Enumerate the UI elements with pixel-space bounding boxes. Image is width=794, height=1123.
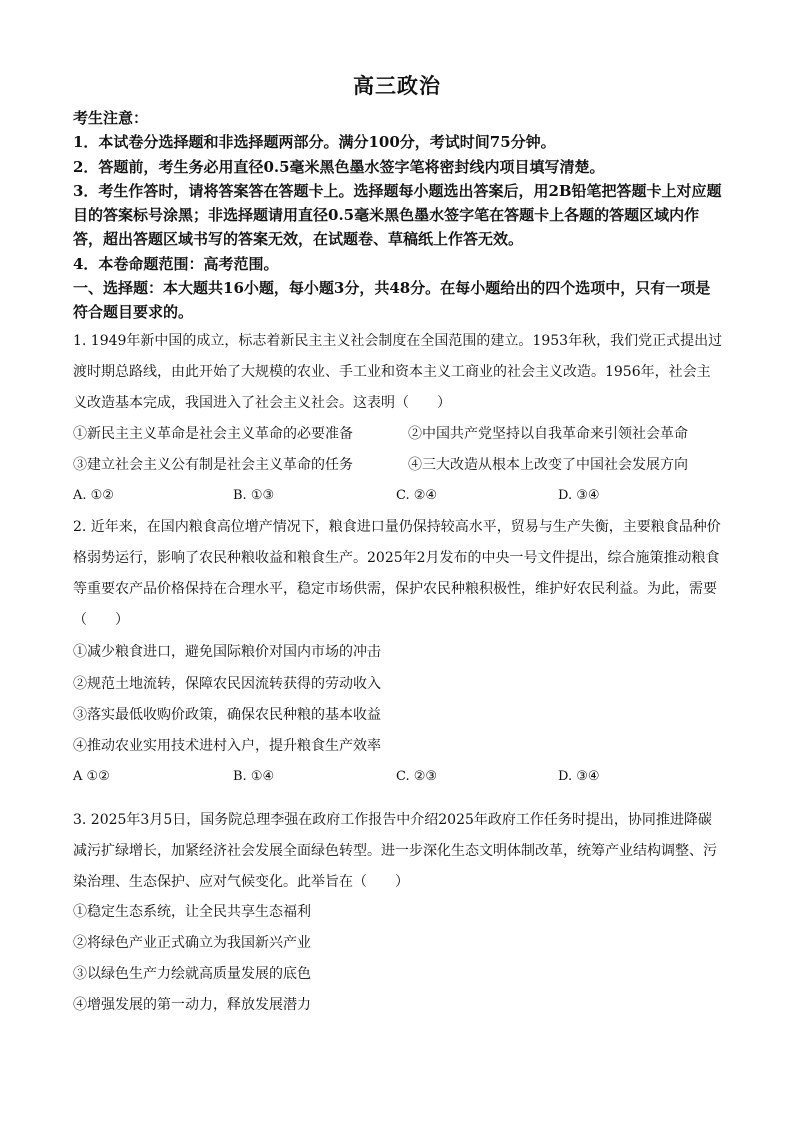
q2-statement-3: ③落实最低收购价政策，确保农民种粮的基本收益 (73, 707, 381, 723)
question-1-stem: 1. 1949年新中国的成立，标志着新民主主义社会制度在全国范围的建立。1953年秋，我们党正式提出过渡时期总路线，由此开始了大规模的农业、手工业和资本主义工商业的社会主义改造。1956年，社会主义改造基本完成，我国进入了社会主义社会。这表明（ ） (73, 333, 723, 411)
question-3-stem: 3. 2025年3月5日，国务院总理李强在政府工作报告中介绍2025年政府工作任务时提出，协同推进降碳减污扩绿增长，加紧经济社会发展全面绿色转型。进一步深化生态文明体制改革，统筹产业结构调整、污染治理、生态保护、应对气候变化。此举旨在（ ） (73, 812, 717, 890)
q3-statement-4: ④增强发展的第一动力，释放发展潜力 (73, 997, 311, 1013)
question-2-stem: 2. 近年来，在国内粮食高位增产情况下，粮食进口量仍保持较高水平，贸易与生产失衡，主要粮食品种价格弱势运行，影响了农民种粮收益和粮食生产。2025年2月发布的中央一号文件提出，综合施策推动粮食等重要农产品价格保持在合理水平，稳定市场供需，保护农民种粮积极性，维护好农民利益。为此，需要（ ） (73, 519, 721, 628)
q1-choice-c: C. ②④ (396, 488, 438, 503)
q1-choice-d: D. ③④ (558, 488, 600, 503)
q1-choice-a: A. ①② (73, 488, 114, 503)
q2-choice-b: B. ①④ (233, 769, 275, 784)
q3-statement-3: ③以绿色生产力绘就高质量发展的底色 (73, 966, 311, 982)
q2-statement-4: ④推动农业实用技术进村入户，提升粮食生产效率 (73, 738, 381, 754)
q3-statement-2: ②将绿色产业正式确立为我国新兴产业 (73, 935, 311, 951)
section-heading: 一、选择题：本大题共16小题，每小题3分，共48分。在每小题给出的四个选项中，只有一项是符合题目要求的。 (73, 279, 711, 321)
q2-statement-1: ①减少粮食进口，避免国际粮价对国内市场的冲击 (73, 644, 381, 660)
q1-statement-2: ②中国共产党坚持以自我革命来引领社会革命 (408, 426, 688, 442)
q3-statement-1: ①稳定生态系统，让全民共享生态福利 (73, 904, 311, 920)
notice-item-1: 1．本试卷分选择题和非选择题两部分。满分100分，考试时间75分钟。 (73, 133, 556, 151)
q1-statement-1: ①新民主主义革命是社会主义革命的必要准备 (73, 426, 353, 442)
q1-choice-b: B. ①③ (233, 488, 275, 503)
q2-choice-d: D. ③④ (558, 769, 600, 784)
q1-statement-4: ④三大改造从根本上改变了中国社会发展方向 (408, 457, 688, 473)
q2-statement-2: ②规范土地流转，保障农民因流转获得的劳动收入 (73, 676, 381, 692)
page-title: 高三政治 (353, 73, 441, 98)
notice-heading: 考生注意： (73, 109, 149, 127)
notice-item-4: 4．本卷命题范围：高考范围。 (73, 255, 279, 273)
q2-choice-a: A ①② (73, 769, 110, 784)
notice-item-2: 2．答题前，考生务必用直径0.5毫米黑色墨水签字笔将密封线内项目填写清楚。 (73, 158, 605, 176)
q1-statement-3: ③建立社会主义公有制是社会主义革命的任务 (73, 457, 353, 473)
q2-choice-c: C. ②③ (396, 769, 438, 784)
notice-item-3: 3．考生作答时，请将答案答在答题卡上。选择题每小题选出答案后，用2B铅笔把答题卡上对应题目的答案标号涂黑；非选择题请用直径0.5毫米黑色墨水签字笔在答题卡上各题的答题区域内作答，超出答题区域书写的答案无效，在试题卷、草稿纸上作答无效。 (73, 182, 722, 248)
